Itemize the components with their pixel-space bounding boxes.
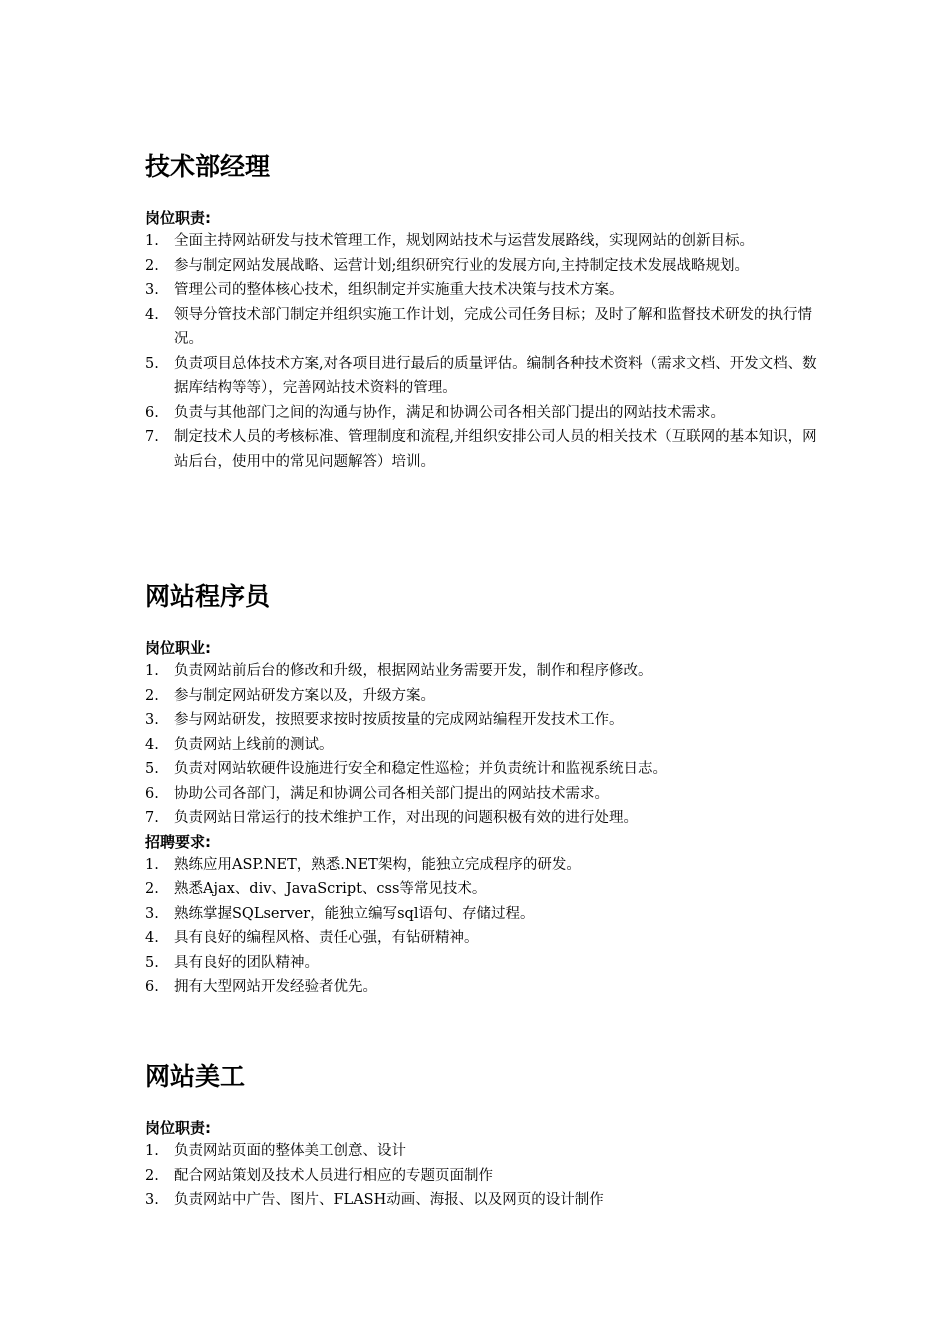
section-title: 网站程序员	[145, 582, 271, 611]
list-item	[145, 401, 825, 426]
list-number: 3.	[145, 1192, 159, 1208]
list-item	[145, 733, 825, 758]
list-number: 7.	[145, 429, 159, 445]
group-heading: 招聘要求:	[145, 832, 211, 851]
list-item	[145, 229, 825, 254]
list-number: 1.	[145, 856, 159, 873]
list-number: 4.	[145, 306, 159, 323]
list-item	[145, 951, 825, 976]
list-item	[145, 1164, 825, 1189]
list-number: 2.	[145, 687, 159, 704]
duty-list	[145, 659, 825, 831]
duty-list	[145, 229, 825, 474]
list-item-text: 拥有大型网站开发经验者优先。	[174, 979, 377, 995]
list-item-text: 负责对网站软硬件设施进行安全和稳定性巡检；并负责统计和监视系统日志。	[174, 761, 667, 777]
list-item-text: 负责与其他部门之间的沟通与协作，满足和协调公司各相关部门提出的网站技术需求。	[174, 404, 725, 421]
list-number: 5.	[145, 954, 159, 971]
list-item-text: 具有良好的编程风格、责任心强，有钻研精神。	[174, 930, 479, 946]
list-number: 3.	[145, 905, 159, 922]
list-number: 3.	[145, 282, 159, 298]
list-item	[145, 352, 825, 401]
list-item-text: 参与制定网站发展战略、运营计划;组织研究行业的发展方向,主持制定技术发展战略规划。	[174, 257, 749, 274]
list-number: 6.	[145, 979, 159, 995]
list-number: 4.	[145, 736, 159, 753]
list-item-text: 熟练掌握SQLserver，能独立编写sql语句、存储过程。	[174, 905, 535, 922]
list-number: 1.	[145, 663, 159, 679]
list-number: 2.	[145, 1167, 159, 1184]
list-item-text: 负责网站页面的整体美工创意、设计	[174, 1143, 406, 1159]
list-item	[145, 806, 825, 831]
list-item	[145, 278, 825, 303]
section-web-programmer	[145, 580, 825, 1000]
list-item	[145, 303, 825, 352]
list-number: 2.	[145, 257, 159, 274]
duty-list	[145, 1139, 825, 1213]
list-item-text: 熟悉Ajax、div、JavaScript、css等常见技术。	[174, 881, 487, 897]
list-item	[145, 853, 825, 878]
list-item	[145, 708, 825, 733]
list-number: 6.	[145, 404, 159, 421]
section-tech-manager	[145, 150, 825, 474]
list-item-text: 具有良好的团队精神。	[174, 954, 319, 971]
list-item	[145, 1139, 825, 1164]
list-item	[145, 782, 825, 807]
list-item-text: 协助公司各部门，满足和协调公司各相关部门提出的网站技术需求。	[174, 785, 609, 802]
group-heading: 岗位职责:	[145, 1119, 211, 1137]
list-item	[145, 757, 825, 782]
list-item-text: 负责网站中广告、图片、FLASH动画、海报、以及网页的设计制作	[174, 1192, 604, 1208]
list-number: 3.	[145, 712, 159, 728]
list-item-text: 负责项目总体技术方案,对各项目进行最后的质量评估。编制各种技术资料（需求文档、开发文档、数据库结构等等），完善网站技术资料的管理。	[174, 355, 817, 396]
list-number: 7.	[145, 810, 159, 826]
list-number: 1.	[145, 1143, 159, 1159]
section-title: 网站美工	[145, 1062, 246, 1091]
section-title: 技术部经理	[145, 152, 271, 181]
list-item-text: 负责网站上线前的测试。	[174, 736, 334, 753]
list-number: 6.	[145, 785, 159, 802]
list-item-text: 参与制定网站研发方案以及，升级方案。	[174, 687, 435, 704]
list-item-text: 制定技术人员的考核标准、管理制度和流程,并组织安排公司人员的相关技术（互联网的基本知识，网站后台，使用中的常见问题解答）培训。	[174, 429, 817, 470]
list-item	[145, 926, 825, 951]
group-heading: 岗位职责:	[145, 209, 211, 227]
list-number: 1.	[145, 233, 159, 249]
list-item	[145, 877, 825, 902]
list-item-text: 负责网站前后台的修改和升级，根据网站业务需要开发，制作和程序修改。	[174, 663, 653, 679]
list-item	[145, 975, 825, 1000]
list-item	[145, 1188, 825, 1213]
list-item-text: 领导分管技术部门制定并组织实施工作计划，完成公司任务目标；及时了解和监督技术研发的执行情况。	[174, 306, 812, 347]
requirement-list	[145, 853, 825, 1000]
list-item-text: 全面主持网站研发与技术管理工作，规划网站技术与运营发展路线，实现网站的创新目标。	[174, 233, 754, 249]
list-item-text: 熟练应用ASP.NET，熟悉.NET架构，能独立完成程序的研发。	[174, 856, 581, 873]
list-number: 2.	[145, 881, 159, 897]
section-web-designer	[145, 1060, 825, 1213]
list-item-text: 参与网站研发，按照要求按时按质按量的完成网站编程开发技术工作。	[174, 712, 624, 728]
list-item	[145, 684, 825, 709]
group-heading: 岗位职业:	[145, 639, 211, 657]
list-item	[145, 425, 825, 474]
list-number: 5.	[145, 761, 159, 777]
list-item-text: 负责网站日常运行的技术维护工作，对出现的问题积极有效的进行处理。	[174, 810, 638, 826]
list-item-text: 管理公司的整体核心技术，组织制定并实施重大技术决策与技术方案。	[174, 282, 624, 298]
list-item	[145, 659, 825, 684]
list-item	[145, 902, 825, 927]
list-item-text: 配合网站策划及技术人员进行相应的专题页面制作	[174, 1167, 493, 1184]
list-number: 5.	[145, 355, 159, 372]
list-item	[145, 254, 825, 279]
list-number: 4.	[145, 930, 159, 946]
